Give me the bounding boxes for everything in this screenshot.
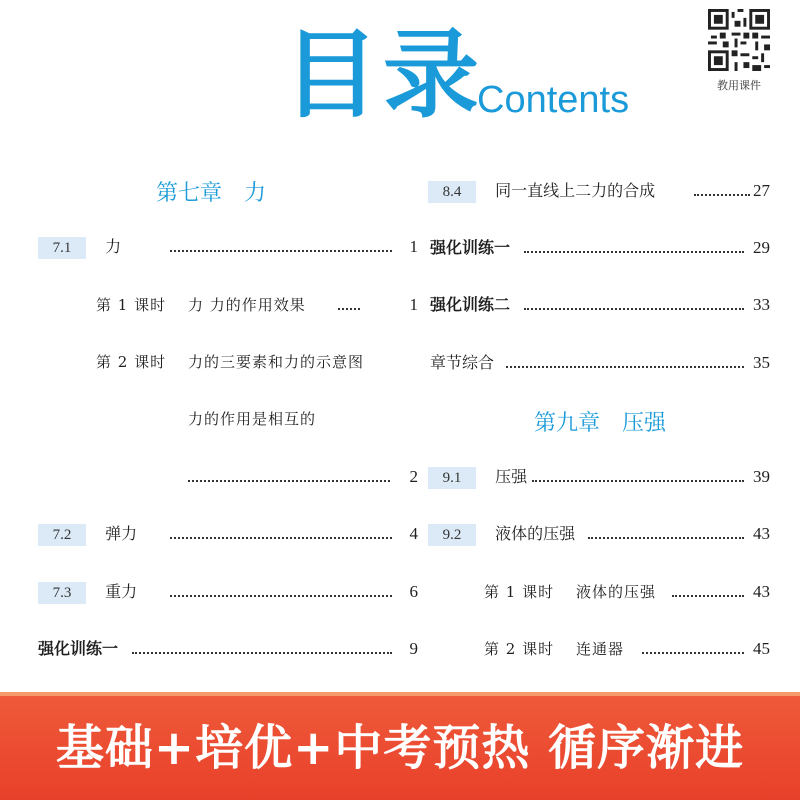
toc-entry[interactable] [428, 634, 774, 664]
leader-dots [524, 308, 744, 310]
page-title: 目录 [283, 19, 483, 131]
toc-entry[interactable] [428, 233, 774, 263]
lesson-label: 第 2 课时 [96, 353, 167, 371]
entry-title: 液体的压强 [495, 524, 576, 543]
toc-entry[interactable] [428, 290, 774, 320]
banner-text: 基础+培优+中考预热 循序渐进 [55, 720, 745, 776]
page-number: 35 [753, 353, 770, 372]
toc-entry[interactable] [428, 176, 774, 206]
entry-title: 力的作用是相互的 [188, 410, 317, 428]
toc-entry[interactable] [38, 519, 418, 549]
toc-entry[interactable] [428, 462, 774, 492]
page-number: 27 [753, 181, 770, 200]
entry-title: 液体的压强 [576, 583, 657, 601]
lesson-label: 第 1 课时 [484, 583, 555, 601]
toc-entry[interactable] [428, 348, 774, 378]
entry-title: 同一直线上二力的合成 [495, 181, 656, 200]
page-number: 4 [409, 524, 418, 543]
entry-title: 强化训练一 [430, 238, 511, 257]
leader-dots [170, 250, 392, 252]
toc-entry[interactable] [38, 347, 388, 377]
entry-title: 力的三要素和力的示意图 [188, 353, 365, 371]
entry-title: 强化训练一 [38, 639, 119, 658]
section-number: 9.2 [428, 524, 476, 546]
entry-title: 弹力 [105, 524, 138, 543]
toc-entry[interactable] [38, 634, 418, 664]
page-number: 2 [409, 467, 418, 486]
page-number: 33 [753, 295, 770, 314]
toc-entry[interactable] [38, 232, 418, 262]
page-number: 6 [409, 582, 418, 601]
promo-banner [0, 692, 800, 800]
entry-title: 压强 [495, 467, 528, 486]
entry-title: 连通器 [576, 640, 625, 658]
leader-dots [642, 652, 744, 654]
leader-dots [506, 366, 744, 368]
section-number: 7.1 [38, 237, 86, 259]
leader-dots [338, 308, 360, 310]
chapter-title: 第九章 压强 [534, 411, 667, 436]
page-number: 9 [409, 639, 418, 658]
chapter-title: 第七章 力 [156, 181, 267, 206]
section-number: 8.4 [428, 181, 476, 203]
entry-title: 力 力的作用效果 [188, 296, 306, 314]
leader-dots [132, 652, 392, 654]
page-number: 43 [753, 582, 770, 601]
leader-dots [588, 537, 744, 539]
toc-entry[interactable] [428, 577, 774, 607]
entry-title: 强化训练二 [430, 295, 511, 314]
section-number: 9.1 [428, 467, 476, 489]
leader-dots [672, 595, 744, 597]
section-number: 7.3 [38, 582, 86, 604]
section-number: 7.2 [38, 524, 86, 546]
leader-dots [188, 480, 390, 482]
toc-entry[interactable] [38, 462, 418, 492]
page-number: 1 [409, 237, 418, 256]
page-number: 39 [753, 467, 770, 486]
page-number: 1 [409, 295, 418, 314]
leader-dots [170, 595, 392, 597]
lesson-label: 第 1 课时 [96, 296, 167, 314]
toc-entry[interactable] [38, 404, 388, 434]
leader-dots [524, 251, 744, 253]
lesson-label: 第 2 课时 [484, 640, 555, 658]
toc-entry[interactable] [38, 290, 418, 320]
leader-dots [170, 537, 392, 539]
qr-label: 教用课件 [717, 79, 761, 92]
entry-title: 章节综合 [430, 353, 495, 372]
entry-title: 重力 [105, 582, 138, 601]
page-number: 43 [753, 524, 770, 543]
qr-code-icon[interactable] [708, 9, 770, 71]
page-subtitle: Contents [477, 79, 630, 121]
toc-entry[interactable] [428, 519, 774, 549]
page-number: 29 [753, 238, 770, 257]
page-number: 45 [753, 639, 770, 658]
toc-entry[interactable] [38, 577, 418, 607]
leader-dots [532, 480, 744, 482]
entry-title: 力 [105, 237, 122, 256]
